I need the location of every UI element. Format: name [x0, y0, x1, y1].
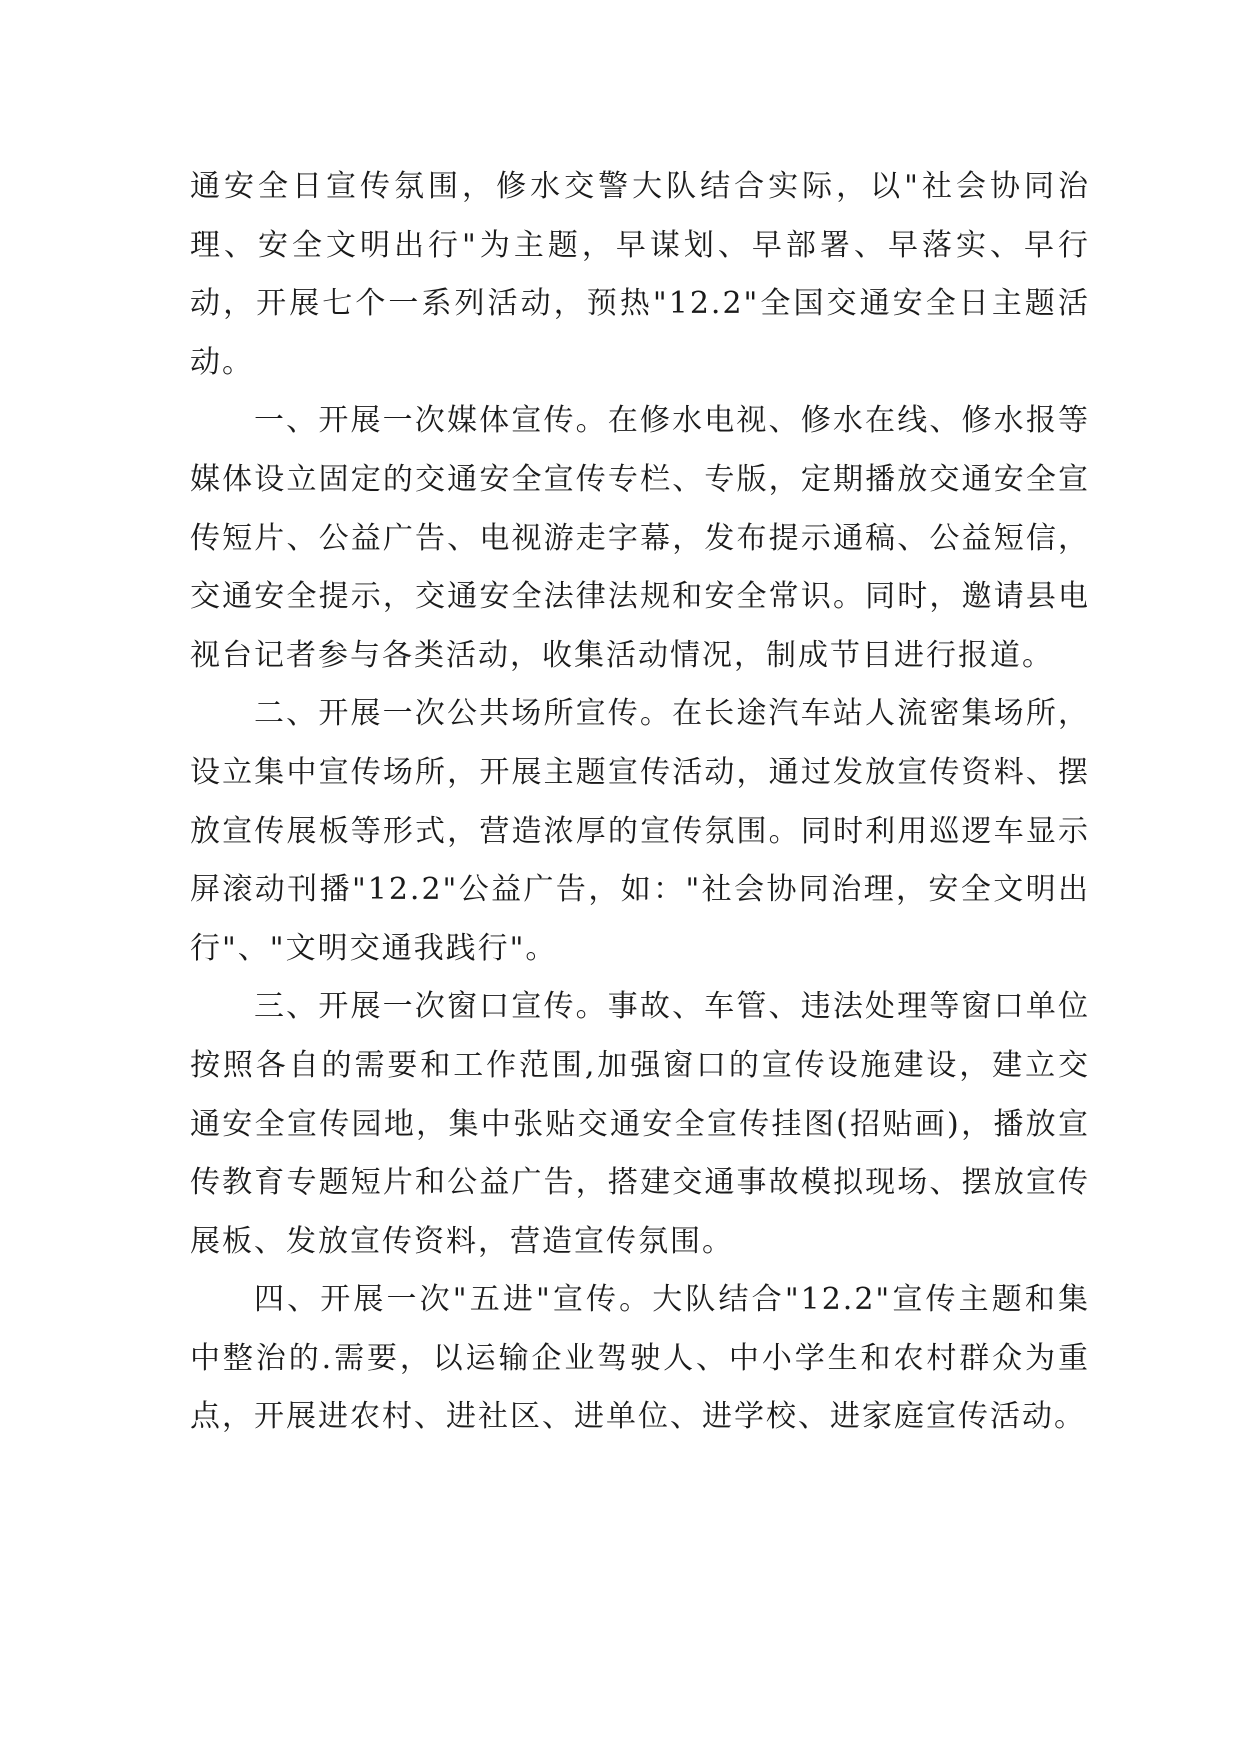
paragraph-public-places-publicity: 二、开展一次公共场所宣传。在长途汽车站人流密集场所，设立集中宣传场所，开展主题宣传活动，通过发放宣传资料、摆放宣传展板等形式，营造浓厚的宣传氛围。同时利用巡逻车显示屏滚动刊播"12.2"公益广告，如："社会协同治理，安全文明出行"、"文明交通我践行"。	[190, 696, 1090, 966]
paragraph-window-publicity: 三、开展一次窗口宣传。事故、车管、违法处理等窗口单位按照各自的需要和工作范围,加强窗口的宣传设施建设，建立交通安全宣传园地，集中张贴交通安全宣传挂图(招贴画)，播放宣传教育专题短片和公益广告，搭建交通事故模拟现场、摆放宣传展板、发放宣传资料，营造宣传氛围。	[190, 989, 1090, 1259]
paragraph-five-entries-publicity: 四、开展一次"五进"宣传。大队结合"12.2"宣传主题和集中整治的.需要，以运输企业驾驶人、中小学生和农村群众为重点，开展进农村、进社区、进单位、进学校、进家庭宣传活动。	[190, 1282, 1090, 1435]
paragraph-media-publicity: 一、开展一次媒体宣传。在修水电视、修水在线、修水报等媒体设立固定的交通安全宣传专栏、专版，定期播放交通安全宣传短片、公益广告、电视游走字幕，发布提示通稿、公益短信，交通安全提示，交通安全法律法规和安全常识。同时，邀请县电视台记者参与各类活动，收集活动情况，制成节目进行报道。	[190, 403, 1090, 673]
paragraph-intro-continuation: 通安全日宣传氛围，修水交警大队结合实际，以"社会协同治理、安全文明出行"为主题，早谋划、早部署、早落实、早行动，开展七个一系列活动，预热"12.2"全国交通安全日主题活动。	[190, 169, 1090, 380]
document-body	[190, 158, 1090, 1447]
